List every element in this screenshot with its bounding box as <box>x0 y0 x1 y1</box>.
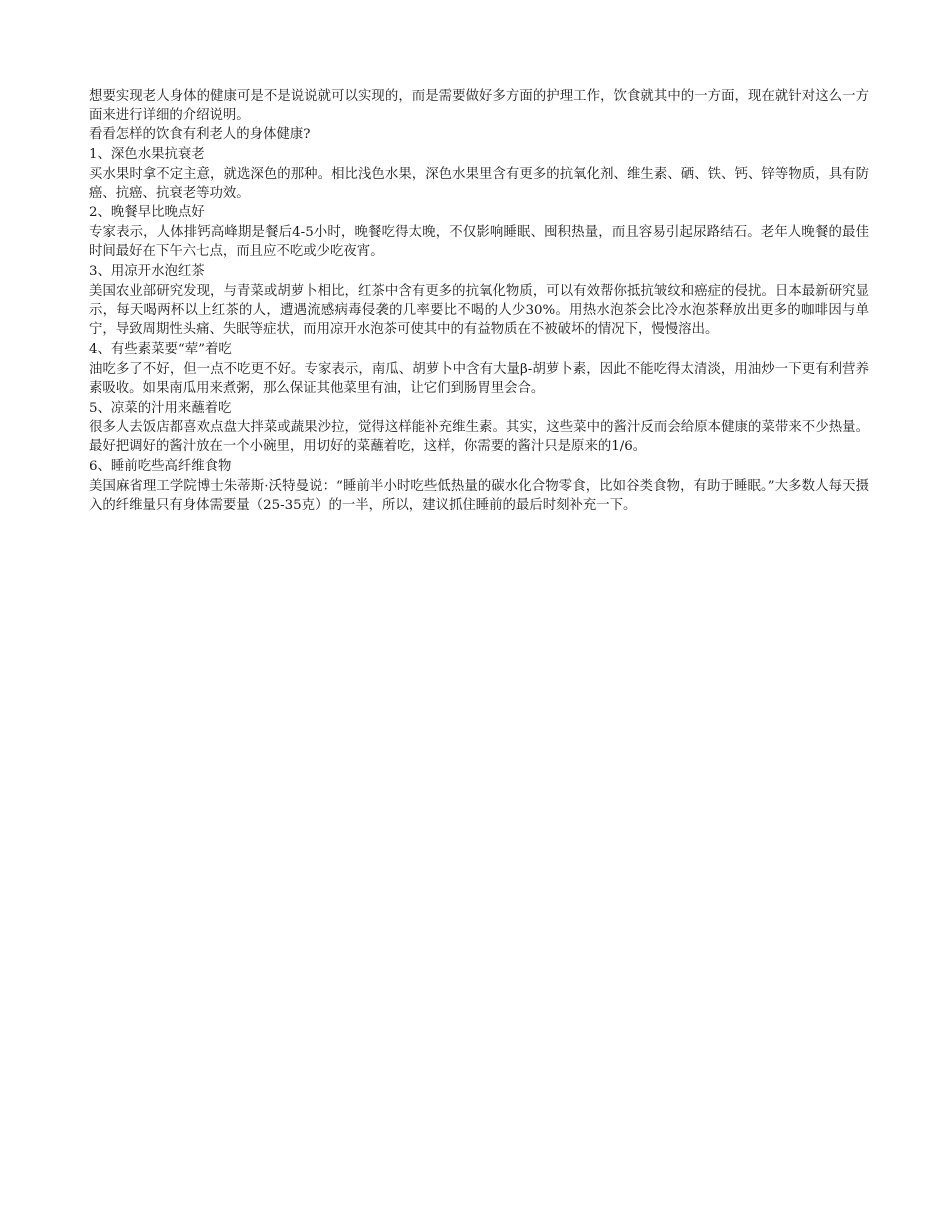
section-5-body: 很多人去饭店都喜欢点盘大拌菜或蔬果沙拉，觉得这样能补充维生素。其实，这些菜中的酱汁反而会给原本健康的菜带来不少热量。最好把调好的酱汁放在一个小碗里，用切好的菜蘸着吃，这样，你需要的酱汁只是原来的1/6。 <box>89 420 869 455</box>
section-4-body: 油吃多了不好，但一点不吃更不好。专家表示，南瓜、胡萝卜中含有大量β-胡萝卜素，因此不能吃得太清淡，用油炒一下更有利营养素吸收。如果南瓜用来煮粥，那么保证其他菜里有油，让它们到肠胃里会合。 <box>89 361 869 396</box>
section-3-body: 美国农业部研究发现，与青菜或胡萝卜相比，红茶中含有更多的抗氧化物质，可以有效帮你抵抗皱纹和癌症的侵扰。日本最新研究显示，每天喝两杯以上红茶的人，遭遇流感病毒侵袭的几率要比不喝的人少30%。用热水泡茶会比冷水泡茶释放出更多的咖啡因与单宁，导致周期性头痛、失眠等症状，而用凉开水泡茶可使其中的有益物质在不被破坏的情况下，慢慢溶出。 <box>89 284 869 337</box>
question-line: 看看怎样的饮食有利老人的身体健康? <box>89 126 311 142</box>
section-1-heading: 1、深色水果抗衰老 <box>89 146 205 162</box>
section-2-body: 专家表示，人体排钙高峰期是餐后4-5小时，晚餐吃得太晚，不仅影响睡眠、囤积热量，而且容易引起尿路结石。老年人晚餐的最佳时间最好在下午六七点，而且应不吃或少吃夜宵。 <box>89 225 869 260</box>
section-6-body: 美国麻省理工学院博士朱蒂斯·沃特曼说：“睡前半小时吃些低热量的碳水化合物零食，比如谷类食物，有助于睡眠。”大多数人每天摄入的纤维量只有身体需要量（25-35克）的一半，所以，建议抓住睡前的最后时刻补充一下。 <box>89 479 869 514</box>
section-5-heading: 5、凉菜的汁用来蘸着吃 <box>89 400 232 416</box>
intro-paragraph: 想要实现老人身体的健康可是不是说说就可以实现的，而是需要做好多方面的护理工作，饮食就其中的一方面，现在就针对这么一方面来进行详细的介绍说明。 <box>89 89 869 123</box>
section-3-heading: 3、用凉开水泡红茶 <box>89 264 205 280</box>
section-6-heading: 6、睡前吃些高纤维食物 <box>89 459 232 475</box>
section-2-heading: 2、晚餐早比晚点好 <box>89 205 205 221</box>
section-1-body: 买水果时拿不定主意，就选深色的那种。相比浅色水果，深色水果里含有更多的抗氧化剂、维生素、硒、铁、钙、锌等物质，具有防癌、抗癌、抗衰老等功效。 <box>89 166 869 201</box>
article <box>89 88 869 516</box>
section-4-heading: 4、有些素菜要“荤”着吃 <box>89 341 232 357</box>
